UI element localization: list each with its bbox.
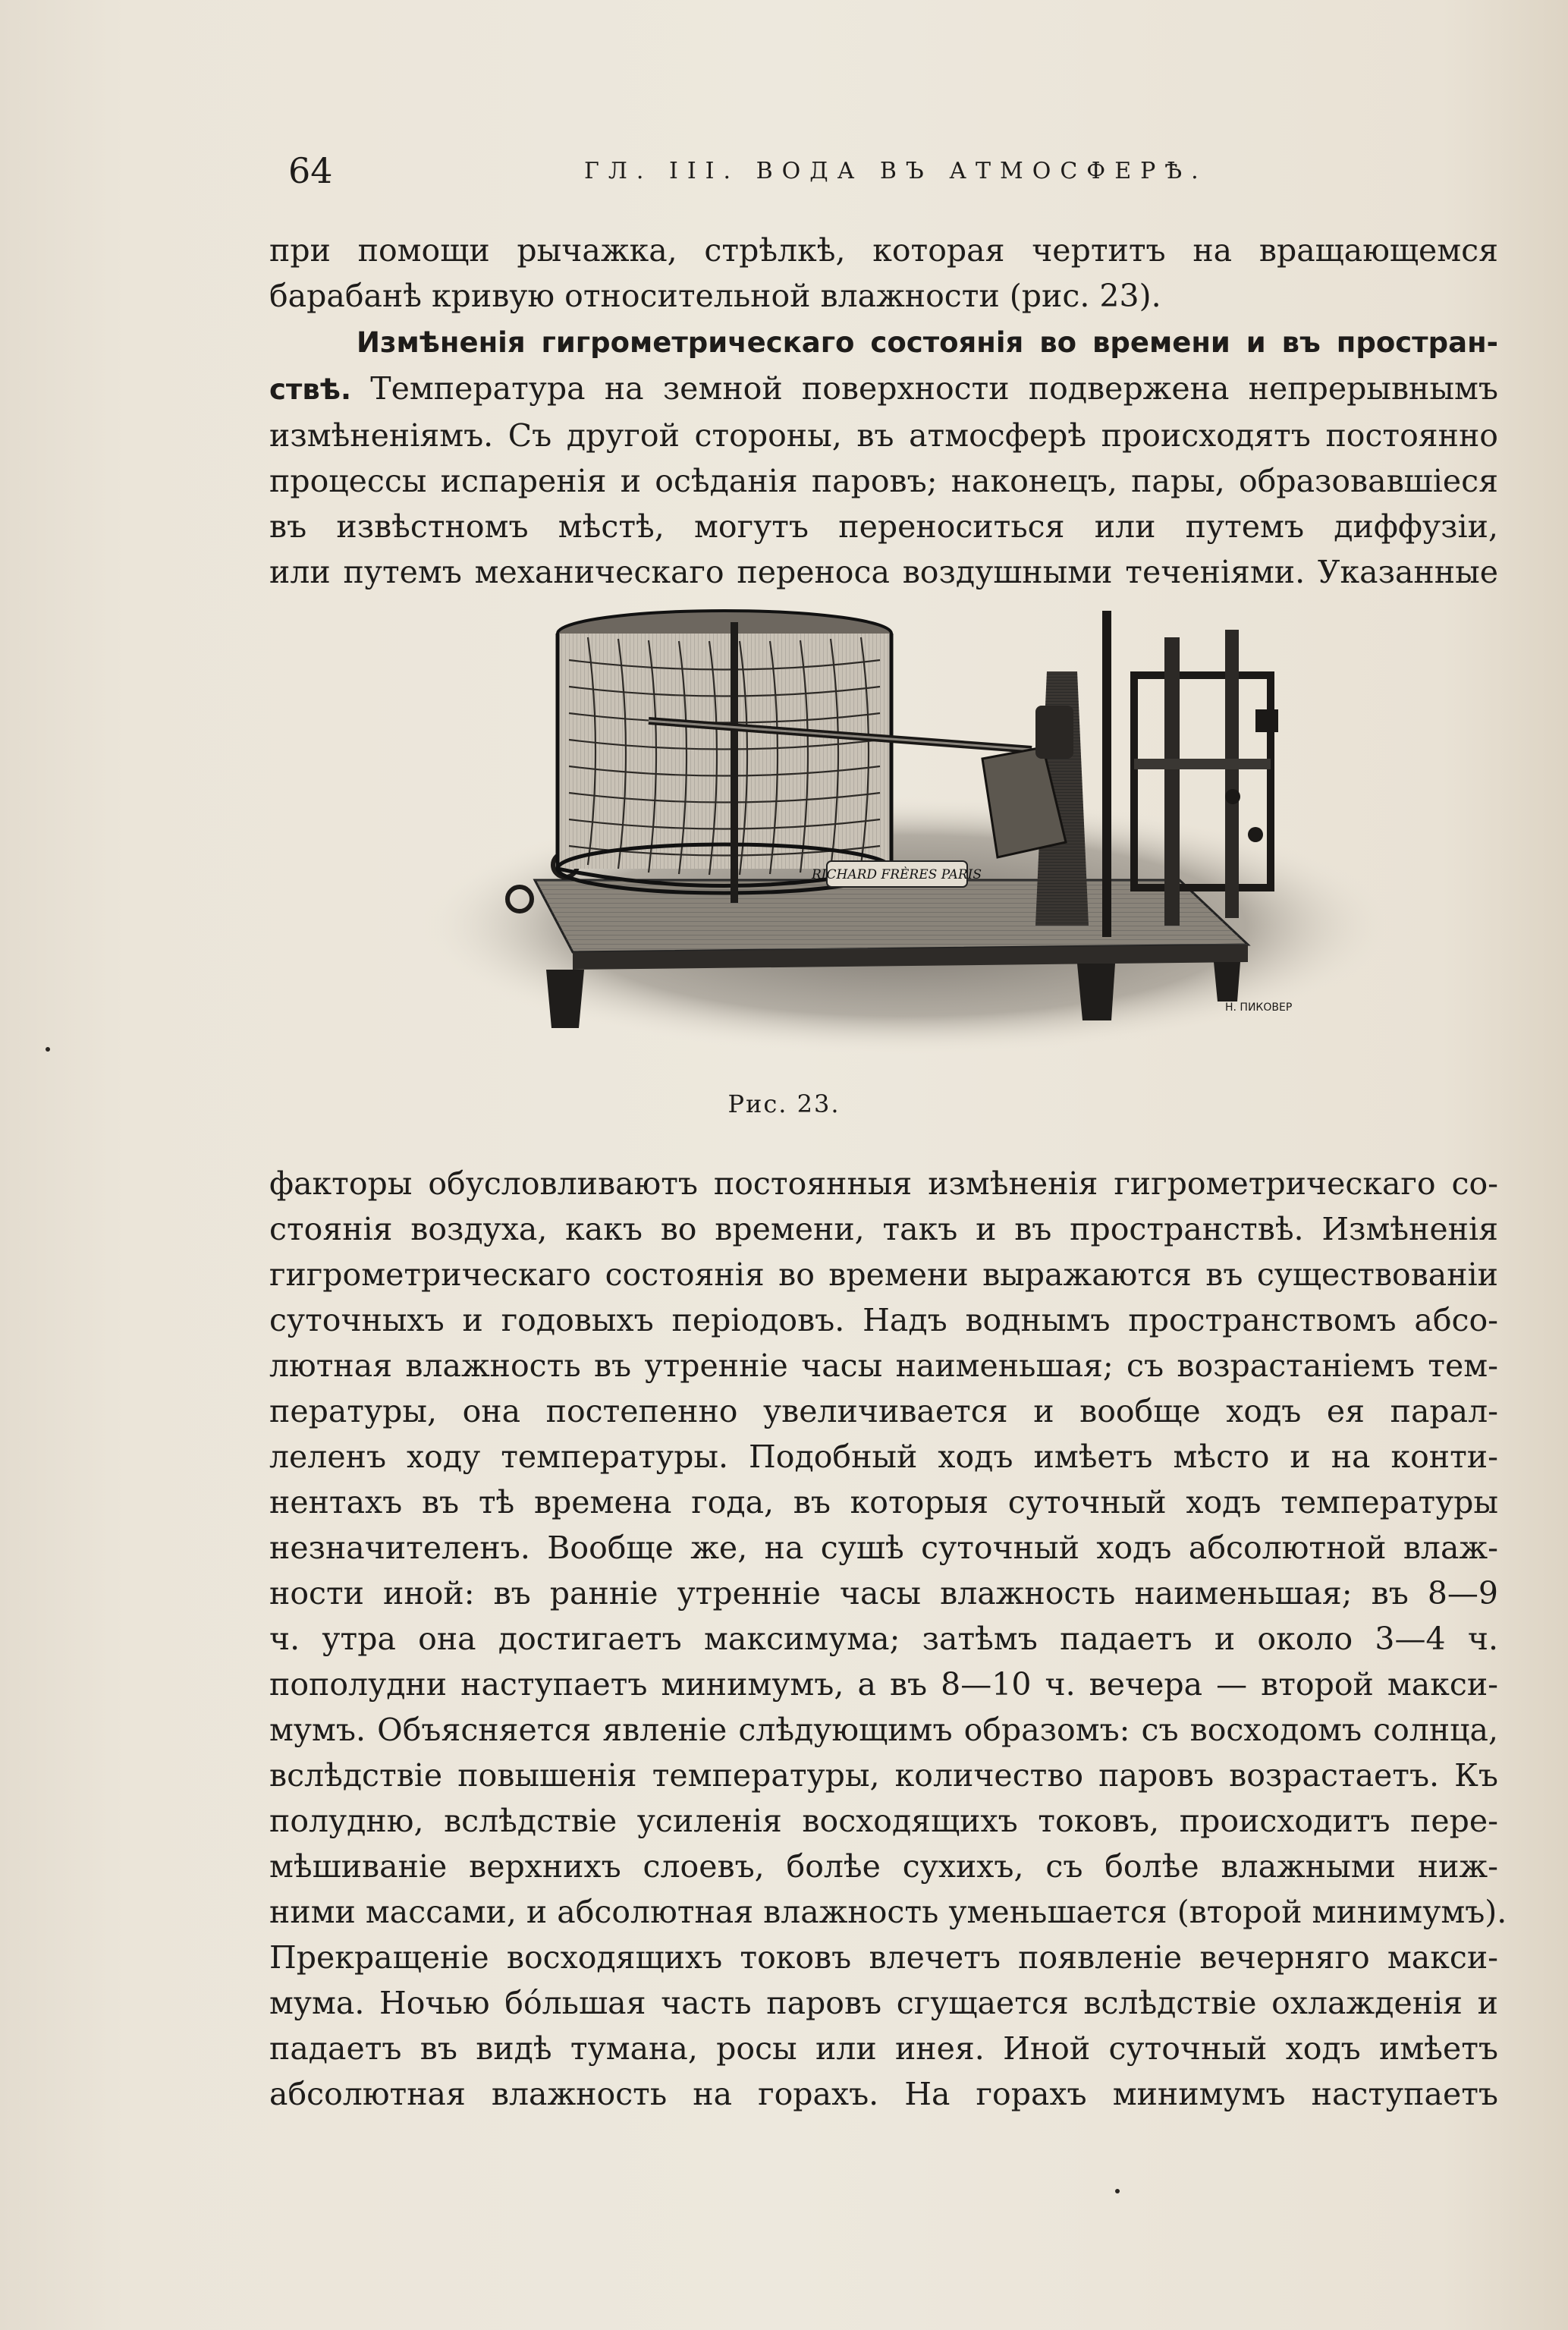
figure-caption: Рис. 23.	[727, 1090, 841, 1118]
text-line: въ извѣстномъ мѣстѣ, могутъ переноситься или путемъ диффузіи,	[269, 508, 1498, 545]
section-heading: Измѣненія гигрометрическаго состоянія во времени и въ простран-	[357, 326, 1498, 359]
text-line: мѣшиваніе верхнихъ слоевъ, болѣе сухихъ, съ болѣе влажными ниж-	[269, 1848, 1498, 1885]
text-block-bottom	[269, 1161, 1507, 2117]
text-line: полудню, вслѣдствіе усиленія восходящихъ токовъ, происходитъ пере-	[269, 1803, 1498, 1839]
hygrograph-illustration	[421, 607, 1392, 1077]
text-line: гигрометрическаго состоянія во времени выражаются въ существованіи	[269, 1256, 1498, 1293]
text-line: стоянія воздуха, какъ во времени, такъ и въ пространствѣ. Измѣненія	[269, 1211, 1498, 1247]
text-block-top	[269, 228, 1498, 595]
text-line: ности иной: въ ранніе утренніе часы влажность наименьшая; въ 8—9	[269, 1575, 1498, 1612]
running-head: ГЛ. III. ВОДА ВЪ АТМОСФЕРѢ.	[584, 158, 1208, 184]
text-line: при помощи рычажка, стрѣлкѣ, которая чертитъ на вращающемся	[269, 232, 1498, 269]
text-line: барабанѣ кривую относительной влажности (рис. 23).	[269, 278, 1161, 314]
maker-label: RICHARD FRÈRES PARIS	[811, 867, 982, 882]
text-line: незначителенъ. Вообще же, на сушѣ суточный ходъ абсолютной влаж-	[269, 1530, 1498, 1566]
margin-speck	[46, 1047, 50, 1052]
text-line: процессы испаренія и осѣданія паровъ; наконецъ, пары, образовавшіеся	[269, 463, 1498, 499]
section-heading-line	[269, 319, 1498, 366]
text-line: суточныхъ и годовыхъ періодовъ. Надъ воднымъ пространствомъ абсо-	[269, 1302, 1498, 1338]
text-line: или путемъ механическаго переноса воздушными теченіями. Указанные	[269, 554, 1498, 590]
text-line	[269, 366, 1498, 413]
text-line: нентахъ въ тѣ времена года, въ которыя суточный ходъ температуры	[269, 1484, 1498, 1520]
text-line: падаетъ въ видѣ тумана, росы или инея. Иной суточный ходъ имѣетъ	[269, 2030, 1498, 2067]
text-line: ч. утра она достигаетъ максимума; затѣмъ падаетъ и около 3—4 ч.	[269, 1621, 1498, 1657]
text-line: вслѣдствіе повышенія температуры, количество паровъ возрастаетъ. Къ	[269, 1757, 1498, 1794]
text-line: Прекращеніе восходящихъ токовъ влечетъ появленіе вечерняго макси-	[269, 1939, 1498, 1976]
text-run: Температура на земной поверхности подвержена непрерывнымъ	[351, 370, 1498, 407]
engraver-signature: Н. ПИКОВЕР	[1225, 1001, 1293, 1014]
text-line: пополудни наступаетъ минимумъ, а въ 8—10 ч. вечера — второй макси-	[269, 1666, 1498, 1703]
text-line: мумъ. Объясняется явленіе слѣдующимъ образомъ: съ восходомъ солнца,	[269, 1712, 1498, 1748]
text-line: мума. Ночью бо́льшая часть паровъ сгущается вслѣдствіе охлажденія и	[269, 1985, 1498, 2021]
page-number: 64	[288, 150, 333, 191]
text-line: абсолютная влажность на горахъ. На горахъ минимумъ наступаетъ	[269, 2076, 1498, 2112]
text-line: факторы обусловливаютъ постоянныя измѣненія гигрометрическаго со-	[269, 1165, 1498, 1202]
section-heading-end: ствѣ.	[269, 373, 352, 406]
text-line: ними массами, и абсолютная влажность уменьшается (второй минимумъ).	[269, 1894, 1507, 1930]
page-header	[288, 150, 1510, 196]
text-line: леленъ ходу температуры. Подобный ходъ имѣетъ мѣсто и на конти-	[269, 1439, 1498, 1475]
text-line: лютная влажность въ утренніе часы наименьшая; съ возрастаніемъ тем-	[269, 1347, 1498, 1384]
text-line: измѣненіямъ. Съ другой стороны, въ атмосферѣ происходятъ постоянно	[269, 417, 1498, 454]
hygrograph-engraving	[421, 607, 1392, 1077]
margin-speck	[1115, 2189, 1120, 2193]
text-line: пературы, она постепенно увеличивается и вообще ходъ ея парал-	[269, 1393, 1498, 1429]
